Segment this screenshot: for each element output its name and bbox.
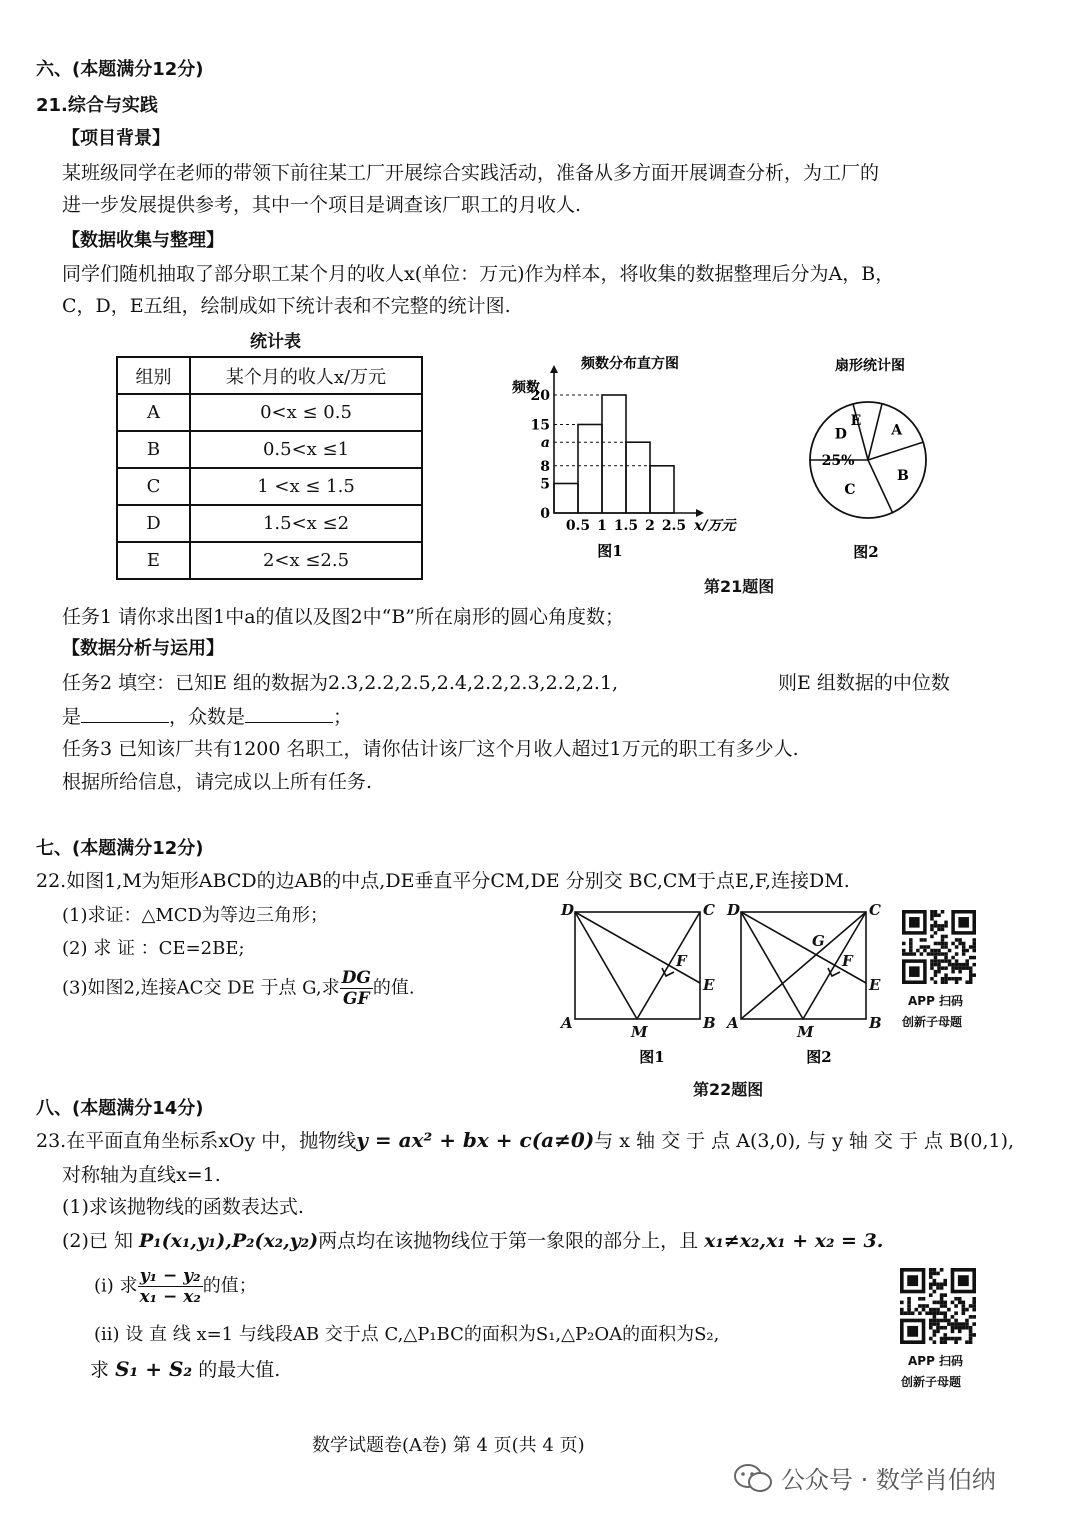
pie-slice-label: B — [897, 467, 909, 484]
question-23-part-1: (1)求该抛物线的函数表达式. — [62, 1196, 304, 1218]
page-footer: 数学试题卷(A卷) 第 4 页(共 4 页) — [312, 1435, 585, 1456]
fraction-numerator: y₁ − y₂ — [138, 1266, 203, 1287]
histogram-bar — [650, 466, 674, 513]
table-cell: D — [117, 505, 190, 542]
task-closing: 根据所给信息，请完成以上所有任务. — [62, 771, 373, 793]
background-line-1: 某班级同学在老师的带领下前往某工厂开展综合实践活动，准备从多方面开展调查分析，为工厂的 — [62, 162, 880, 184]
svg-text:A: A — [561, 1014, 573, 1032]
task-2-prefix: 是 — [62, 706, 82, 728]
condition-expression: x₁≠x₂,x₁ + x₂ = 3. — [704, 1230, 884, 1252]
pie-title: 扇形统计图 — [835, 358, 905, 374]
part-2-middle: 两点均在该抛物线位于第一象限的部分上，且 — [318, 1230, 699, 1252]
wechat-icon — [733, 1463, 773, 1493]
y-tick-label: 20 — [530, 388, 550, 404]
svg-text:A: A — [727, 1014, 739, 1032]
histogram-bar — [578, 425, 602, 514]
x-tick-label: 1.5 — [613, 518, 639, 534]
figure-21-caption: 第21题图 — [704, 577, 775, 596]
y-tick-label: 15 — [530, 417, 550, 434]
median-blank[interactable] — [81, 704, 169, 723]
table-row — [117, 468, 422, 505]
background-heading: 【项目背景】 — [62, 128, 170, 149]
watermark-text: 公众号 · 数学肖伯纳 — [781, 1466, 996, 1494]
question-22-stem: 22.如图1,M为矩形ABCD的边AB的中点,DE垂直平分CM,DE 分别交 BC,CM于点E,F,连接DM. — [36, 870, 850, 892]
histogram-title: 频数分布直方图 — [581, 356, 679, 372]
background-line-2: 进一步发展提供参考，其中一个项目是调查该厂职工的月收人. — [62, 194, 582, 216]
question-22-part-2: (2) 求 证 ：CE=2BE; — [62, 938, 245, 959]
table-cell: A — [117, 394, 190, 431]
table-cell: 2<x ≤2.5 — [190, 542, 422, 579]
task-1: 任务1 请你求出图1中a的值以及图2中“B”所在扇形的圆心角度数； — [62, 606, 625, 628]
table-row — [117, 394, 422, 431]
svg-text:E: E — [869, 976, 881, 994]
pie-caption: 图2 — [853, 543, 879, 561]
y-tick-label: 0 — [540, 506, 550, 522]
svg-text:B: B — [869, 1014, 882, 1032]
qr-code-icon[interactable] — [902, 910, 976, 984]
x-tick-label: 2 — [645, 518, 655, 534]
part-3-suffix: 的值. — [372, 977, 415, 999]
section-6-heading: 六、(本题满分12分) — [36, 59, 204, 80]
question-22-part-1: (1)求证：△MCD为等边三角形； — [62, 905, 328, 926]
table-title: 统计表 — [250, 332, 301, 352]
svg-text:D: D — [561, 901, 575, 919]
stem-suffix: 与 x 轴 交 于 点 A(3,0), 与 y 轴 交 于 点 B(0,1), — [594, 1130, 1015, 1152]
svg-text:D: D — [727, 901, 741, 919]
table-header-row — [117, 357, 422, 394]
mode-blank[interactable] — [245, 704, 333, 723]
geometry-figures — [555, 898, 895, 1070]
question-23-part-2 — [62, 1226, 883, 1253]
question-23-stem-1 — [36, 1126, 1014, 1153]
histogram-bar — [626, 442, 650, 513]
svg-text:G: G — [812, 932, 825, 950]
table-cell: 1.5<x ≤2 — [190, 505, 422, 542]
watermark — [733, 1460, 996, 1495]
question-21-title: 21.综合与实践 — [36, 95, 158, 116]
section-7-heading: 七、(本题满分12分) — [36, 838, 204, 859]
collection-line-1: 同学们随机抽取了部分职工某个月的收人x(单位：万元)作为样本，将收集的数据整理后分为A，B， — [62, 263, 895, 285]
section-8-heading: 八、(本题满分14分) — [36, 1098, 204, 1119]
table-cell: 0.5<x ≤1 — [190, 431, 422, 468]
table-cell: C — [117, 468, 190, 505]
qr-caption-2b: 创新子母题 — [901, 1375, 962, 1389]
svg-text:C: C — [869, 901, 881, 919]
svg-text:F: F — [842, 952, 853, 970]
question-23-part-2-ii: (ii) 设 直 线 x=1 与线段AB 交于点 C,△P₁BC的面积为S₁,△P₂OA的面积为S₂, — [94, 1324, 720, 1345]
x-tick-label: 0.5 — [565, 518, 591, 534]
fraction-numerator: DG — [341, 968, 371, 988]
task-2-suffix: ； — [333, 706, 353, 728]
part-i-prefix: (i) 求 — [94, 1275, 138, 1297]
stem-prefix: 23.在平面直角坐标系xOy 中，抛物线 — [36, 1130, 357, 1152]
qr-caption-1b: 创新子母题 — [902, 1015, 963, 1029]
task-2-line-1: 任务2 填空：已知E 组的数据为2.3,2.2,2.5,2.4,2.2,2.3,2.2,2.1, — [62, 672, 619, 694]
x-tick-label: 1 — [597, 518, 607, 534]
table-row — [117, 505, 422, 542]
fraction-denominator: x₁ − x₂ — [139, 1287, 201, 1307]
fraction-denominator: GF — [342, 989, 370, 1009]
table-row — [117, 542, 422, 579]
x-tick-label: 2.5 — [661, 518, 687, 534]
task-2-mode-label: ，众数是 — [169, 706, 246, 728]
task-2-line-1-end: 则E 组数据的中位数 — [778, 672, 950, 694]
task-3: 任务3 已知该厂共有1200 名职工，请你估计该厂这个月收人超过1万元的职工有多少人. — [62, 738, 799, 760]
svg-text:C: C — [703, 901, 715, 919]
qr-caption-2a: APP 扫码 — [908, 1354, 964, 1368]
pie-chart — [800, 350, 940, 565]
pie-slice-label: D — [834, 426, 847, 443]
pie-slice-label: A — [891, 422, 903, 439]
table-cell: 1 <x ≤ 1.5 — [190, 468, 422, 505]
part-3-prefix: (3)如图2,连接AC交 DE 于点 G,求 — [62, 977, 340, 999]
histogram-chart — [512, 350, 760, 565]
pie-slice-label: C — [844, 481, 856, 498]
pie-slice-divider — [868, 404, 882, 460]
x-axis-label: x/万元 — [694, 518, 736, 534]
svg-text:B: B — [703, 1014, 716, 1032]
part-i-suffix: 的值； — [202, 1275, 257, 1297]
qr-caption-1a: APP 扫码 — [908, 994, 964, 1008]
svg-text:E: E — [703, 976, 715, 994]
task-2-line-2 — [62, 702, 352, 729]
figure-2-label: 图2 — [806, 1048, 832, 1066]
figure-1-label: 图1 — [639, 1048, 665, 1066]
svg-text:F: F — [676, 952, 687, 970]
question-23-stem-2: 对称轴为直线x=1. — [62, 1164, 221, 1186]
table-cell: E — [117, 542, 190, 579]
analysis-heading: 【数据分析与运用】 — [62, 638, 224, 659]
statistics-table — [116, 356, 423, 580]
sum-expression: S₁ + S₂ — [115, 1357, 193, 1381]
histogram-caption: 图1 — [597, 542, 623, 560]
histogram-bar — [602, 395, 626, 513]
pie-percent-label: 25% — [821, 453, 855, 469]
dg-over-gf-fraction — [340, 968, 373, 1009]
table-row — [117, 431, 422, 468]
pie-slice-label: E — [850, 413, 862, 429]
question-23-part-2-ii-line-2 — [90, 1355, 280, 1382]
part-2-prefix: (2)已 知 — [62, 1230, 133, 1252]
table-cell: 0<x ≤ 0.5 — [190, 394, 422, 431]
collection-heading: 【数据收集与整理】 — [62, 230, 224, 251]
pie-slice-divider — [868, 442, 923, 460]
table-cell: B — [117, 431, 190, 468]
figure-22-caption: 第22题图 — [693, 1080, 764, 1099]
y-axis-arrow — [550, 365, 558, 373]
y-tick-label: 5 — [540, 476, 550, 493]
qr-code-icon[interactable] — [900, 1268, 976, 1344]
points-expression: P₁(x₁,y₁),P₂(x₂,y₂) — [139, 1230, 319, 1252]
question-23-part-2-i — [94, 1266, 257, 1307]
table-header-group: 组别 — [117, 357, 190, 394]
part-ii-prefix: 求 — [90, 1359, 110, 1381]
parabola-formula: y = ax² + bx + c(a≠0) — [356, 1128, 595, 1152]
collection-line-2: C，D，E五组，绘制成如下统计表和不完整的统计图. — [62, 295, 511, 317]
svg-text:M: M — [631, 1023, 648, 1041]
svg-text:M: M — [797, 1023, 814, 1041]
slope-fraction — [138, 1266, 203, 1307]
question-22-part-3 — [62, 968, 415, 1009]
x-axis-arrow — [696, 509, 704, 517]
histogram-ylabel: 频数 — [512, 380, 540, 396]
table-header-range: 某个月的收人x/万元 — [190, 357, 422, 394]
histogram-bar — [554, 484, 578, 514]
y-tick-label: 8 — [540, 458, 550, 475]
part-ii-suffix: 的最大值. — [198, 1359, 281, 1381]
y-tick-label: a — [540, 435, 550, 452]
pie-slice-divider — [868, 460, 893, 513]
